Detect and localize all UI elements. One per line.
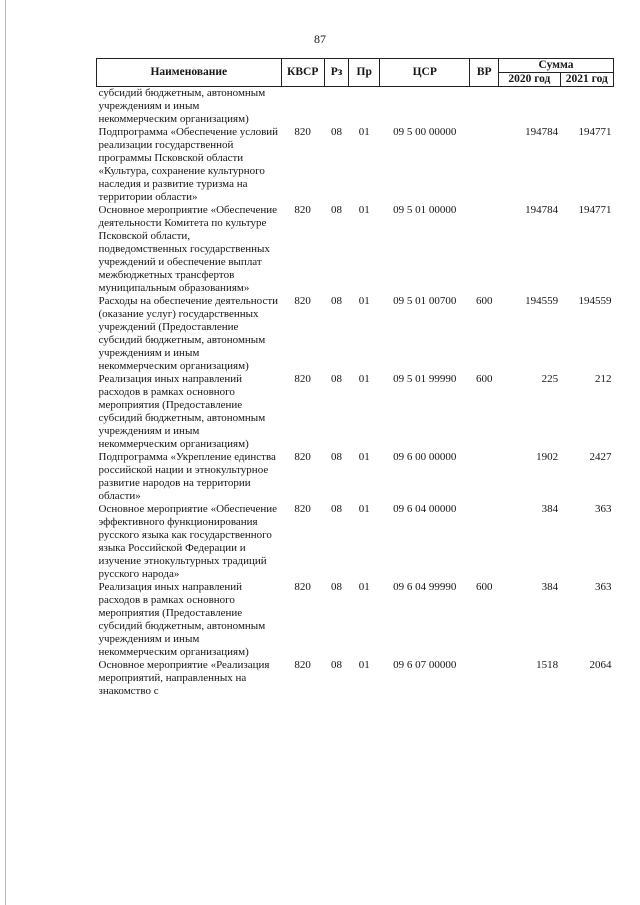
cell-rz: 08 [331,126,343,138]
cell-csr: 09 5 00 00000 [393,126,457,138]
cell-name: Основное мероприятие «Обеспечение эффективного функционирования русского языка как государственного языка Российской Федерации и изучение этнокультурных традиций русского народа» [98,503,278,580]
cell-sum-2021: 212 [595,373,612,385]
cell-name: Реализация иных направлений расходов в рамках основного мероприятия (Предоставление субсидий бюджетным, автономным учреждениям и иным некоммерческим организациям) [98,373,266,450]
scan-edge-line [5,0,6,905]
table-row [97,295,614,373]
cell-sum-2020 [499,87,561,127]
cell-rz: 08 [331,373,343,385]
cell-vr: 600 [475,295,493,307]
cell-rz: 08 [331,451,343,463]
header-pr: Пр [349,59,380,87]
cell-sum-2020: 384 [541,503,559,515]
cell-sum-2020: 1902 [536,451,559,463]
cell-csr: 09 5 01 00000 [393,204,457,216]
cell-csr: 09 6 04 00000 [393,503,457,515]
cell-kvsr: 820 [294,373,311,385]
cell-pr: 01 [358,451,370,463]
cell-sum-2021: 2064 [589,659,612,671]
cell-sum-2021: 194771 [578,126,612,138]
cell-pr: 01 [358,581,370,593]
cell-sum-2020: 194559 [525,295,559,307]
header-rz: Рз [324,59,349,87]
cell-csr: 09 6 04 99990 [393,581,457,593]
cell-rz [324,87,349,127]
cell-pr: 01 [358,126,370,138]
cell-name: Подпрограмма «Укрепление единства российской нации и этнокультурное развитие народов на территории области» [98,451,276,502]
table-row [97,126,614,204]
cell-kvsr: 820 [294,204,311,216]
cell-csr [380,87,470,127]
header-name: Наименование [97,59,282,87]
cell-kvsr: 820 [294,451,311,463]
cell-sum-2020: 1518 [536,659,559,671]
cell-rz: 08 [331,204,343,216]
cell-vr [470,451,499,503]
cell-csr: 09 6 07 00000 [393,659,457,671]
cell-vr [470,126,499,204]
cell-sum-2020: 194784 [525,204,559,216]
cell-csr: 09 5 01 00700 [393,295,457,307]
cell-rz: 08 [331,581,343,593]
cell-kvsr: 820 [294,503,311,515]
cell-vr: 600 [475,373,493,385]
cell-rz: 08 [331,295,343,307]
cell-vr: 600 [475,581,493,593]
cell-kvsr: 820 [294,295,311,307]
cell-kvsr: 820 [294,581,311,593]
page-number: 87 [314,32,326,46]
cell-vr [470,204,499,295]
cell-name: Основное мероприятие «Реализация мероприятий, направленных на знакомство с [98,659,270,697]
table-row [97,373,614,451]
cell-name: Основное мероприятие «Обеспечение деятельности Комитета по культуре Псковской области, подведомственных государственных учреждений и обеспечение выплат межбюджетных трансфертов муниципальным образованиям» [98,204,278,294]
cell-kvsr: 820 [294,659,311,671]
cell-pr: 01 [358,659,370,671]
cell-sum-2021: 2427 [589,451,612,463]
header-sum: Сумма [499,59,614,73]
table-body [97,87,614,699]
cell-kvsr: 820 [294,126,311,138]
header-year-2021: 2021 год [560,73,613,87]
table-row [97,87,614,127]
cell-vr [470,659,499,698]
cell-name: Расходы на обеспечение деятельности (оказание услуг) государственных учреждений (Предоставление субсидий бюджетным, автономным учреждениям и иным некоммерческим организациям) [98,295,279,372]
header-kvsr: КВСР [281,59,324,87]
table-row [97,451,614,503]
cell-csr: 09 5 01 99990 [393,373,457,385]
cell-kvsr [281,87,324,127]
table-row [97,204,614,295]
table-row [97,503,614,581]
cell-vr [470,87,499,127]
cell-sum-2021: 363 [595,581,612,593]
cell-name: субсидий бюджетным, автономным учреждениям и иным некоммерческим организациям) [98,87,266,125]
cell-rz: 08 [331,503,343,515]
cell-pr: 01 [358,204,370,216]
header-csr: ЦСР [380,59,470,87]
cell-vr [470,503,499,581]
cell-sum-2020: 225 [541,373,559,385]
cell-pr: 01 [358,295,370,307]
header-year-2020: 2020 год [499,73,561,87]
cell-name: Реализация иных направлений расходов в рамках основного мероприятия (Предоставление субсидий бюджетным, автономным учреждениям и иным некоммерческим организациям) [98,581,266,658]
cell-sum-2021 [560,87,613,127]
cell-pr: 01 [358,373,370,385]
cell-csr: 09 6 00 00000 [393,451,457,463]
cell-pr [349,87,380,127]
cell-name: Подпрограмма «Обеспечение условий реализации государственной программы Псковской области «Культура, сохранение культурного наследия и развитие туризма на территории области» [98,126,279,203]
cell-sum-2020: 384 [541,581,559,593]
header-vr: ВР [470,59,499,87]
cell-rz: 08 [331,659,343,671]
cell-sum-2021: 363 [595,503,612,515]
cell-pr: 01 [358,503,370,515]
budget-table [96,58,614,698]
table-row [97,581,614,659]
cell-sum-2021: 194559 [578,295,612,307]
cell-sum-2020: 194784 [525,126,559,138]
cell-sum-2021: 194771 [578,204,612,216]
table-row [97,659,614,698]
